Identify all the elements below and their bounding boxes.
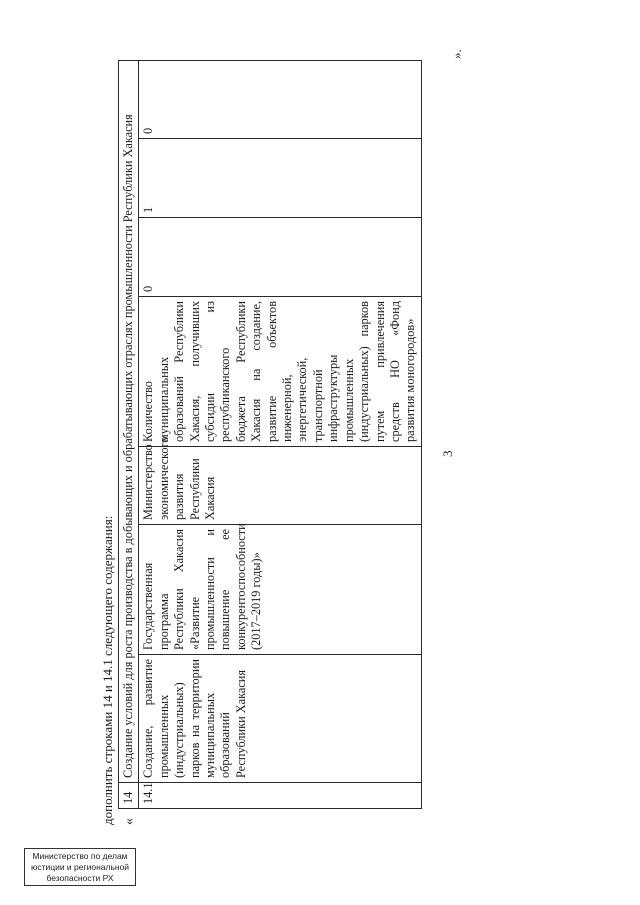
table-row-14-1 xyxy=(139,60,421,808)
row-14-1-value-1: 0 xyxy=(139,218,421,297)
amendment-table xyxy=(118,60,422,809)
row-14-title: Создание условий для роста производства в добывающих и обрабатывающих отраслях промышленности Республики Хакасия xyxy=(119,60,139,782)
row-14-number: 14 xyxy=(119,783,139,809)
row-14-1-task: Создание, развитие промышленных (индустриальных) парков на территории муниципальных образований Республики Хакасия xyxy=(139,655,421,783)
closing-quote: ». xyxy=(449,49,464,59)
row-14-1-executor: Министерство экономического развития Республики Хакасия xyxy=(139,447,421,525)
row-14-1-program: Государственная программа Республики Хакасия «Развитие промышленности и повышение ее конкурентоспособности (2017–2019 годы)» xyxy=(139,525,421,655)
row-14-1-value-3: 0 xyxy=(139,60,421,138)
page-number: 3 xyxy=(440,450,455,457)
row-14-1-indicator: Количество муниципальных образований Республики Хакасия, получивших субсидии из республиканского бюджета Республики Хакасия на создание, развитие объектов инженерной, энергетической, транспортной инфраструктуры промышленных (индустриальных) парков путем привлечения средств НО «Фонд развития моногородов» xyxy=(139,297,421,447)
intro-text: дополнить строками 14 и 14.1 следующего содержания: xyxy=(100,515,115,825)
registration-stamp: Министерство по делам юстиции и региональной безопасности РХ xyxy=(24,848,136,886)
row-14-1-value-2: 1 xyxy=(139,139,421,218)
opening-quote: « xyxy=(122,818,137,825)
row-14-1-number: 14.1 xyxy=(139,783,421,809)
table-row-14 xyxy=(119,60,139,808)
